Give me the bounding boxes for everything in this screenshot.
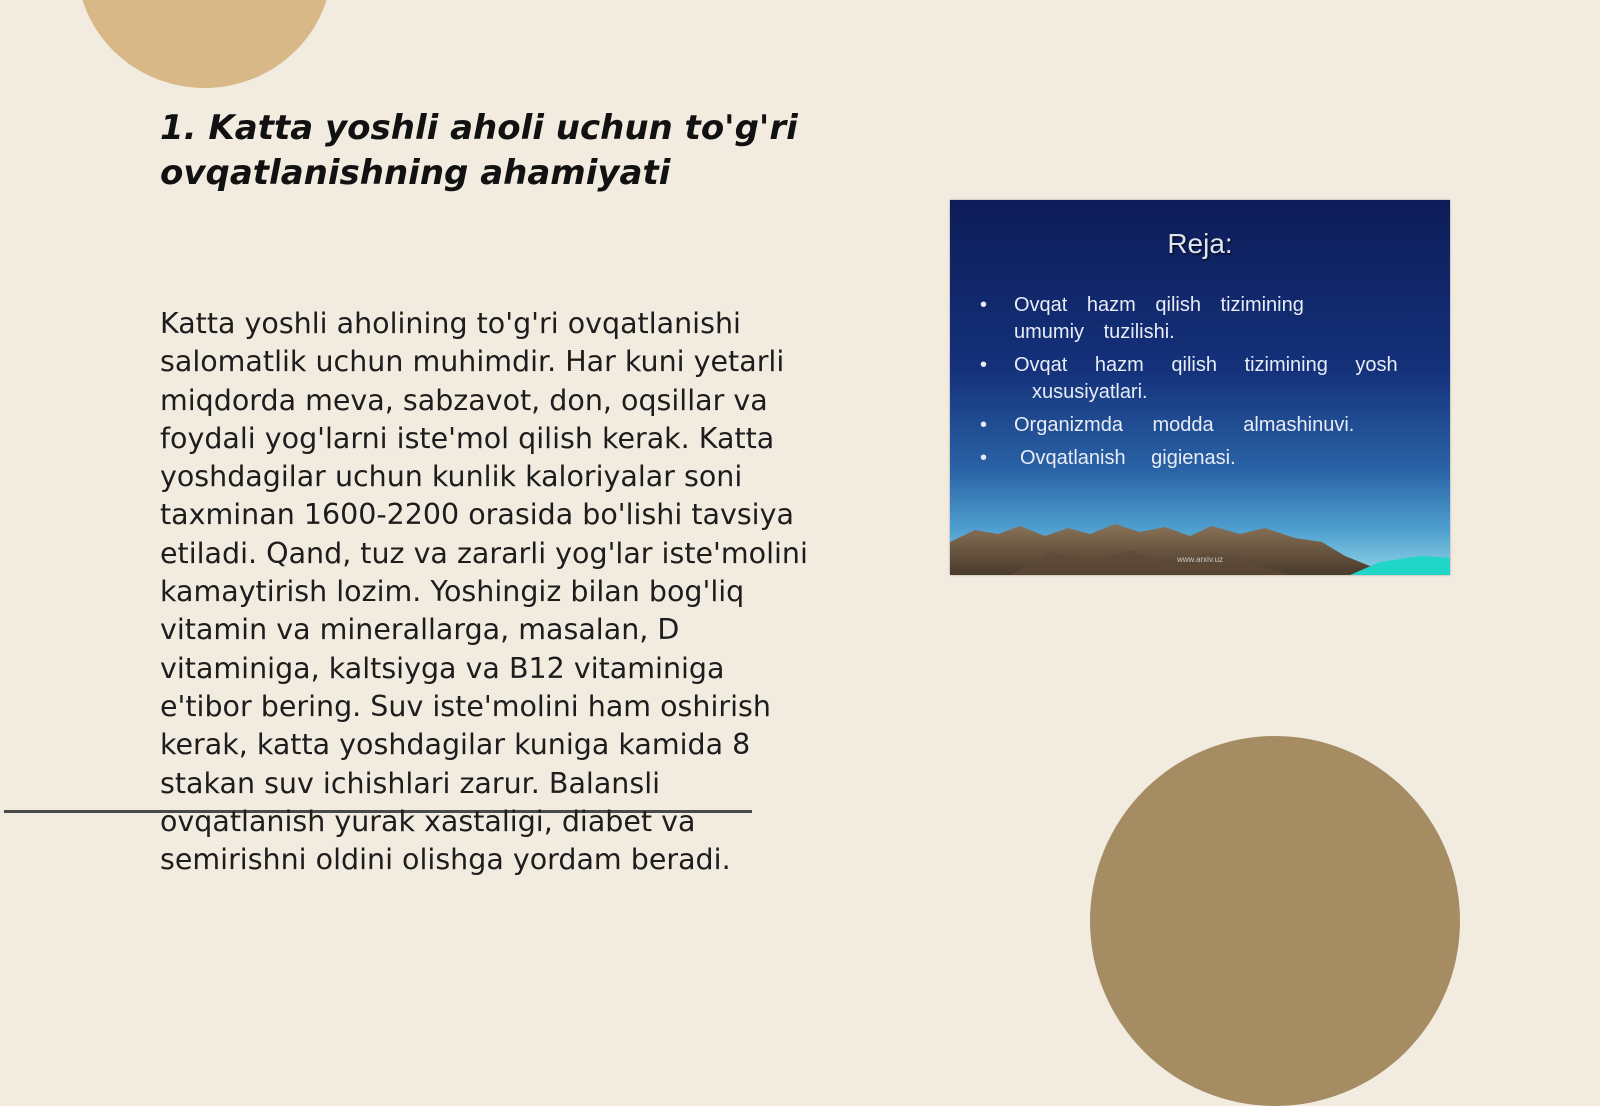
- body-line: vitamin va minerallarga, masalan, D: [160, 613, 680, 647]
- bullet-icon: •: [980, 294, 988, 316]
- slide-title-line: 1. Katta yoshli aholi uchun to'g'ri: [160, 108, 798, 148]
- image-title: Reja:: [1167, 228, 1233, 259]
- image-list-item: [980, 445, 1420, 472]
- body-line: e'tibor bering. Suv iste'molini ham oshirish: [160, 689, 771, 723]
- mountains-illustration: [950, 522, 1450, 575]
- image-list-item: [980, 412, 1420, 439]
- image-list-item: [980, 292, 1420, 346]
- image-list-item-line: Ovqatlanish gigienasi.: [1020, 447, 1236, 469]
- body-line: foydali yog'larni iste'mol qilish kerak. Katta: [160, 421, 775, 455]
- body-line: kerak, katta yoshdagilar kuniga kamida 8: [160, 728, 751, 762]
- body-line: salomatlik uchun muhimdir. Har kuni yetarli: [160, 345, 785, 379]
- bullet-icon: •: [980, 354, 988, 376]
- image-list-item-line: umumiy tuzilishi.: [1014, 321, 1175, 343]
- body-line: Katta yoshli aholining to'g'ri ovqatlanishi: [160, 307, 741, 340]
- body-line: semirishni oldini olishga yordam beradi.: [160, 843, 731, 877]
- slide-title-line: ovqatlanishning ahamiyati: [160, 153, 671, 193]
- body-line: vitaminiga, kaltsiyga va B12 vitaminiga: [160, 651, 725, 685]
- body-line: kamaytirish lozim. Yoshingiz bilan bog'liq: [160, 575, 745, 609]
- decorative-circle-bottom: [1090, 736, 1460, 1106]
- embedded-slide-image: [950, 200, 1450, 575]
- body-line: stakan suv ichishlari zarur. Balansli: [160, 766, 661, 800]
- decorative-circle-top: [77, 0, 332, 88]
- bullet-icon: •: [980, 414, 988, 436]
- body-line: miqdorda meva, sabzavot, don, oqsillar va: [160, 383, 768, 417]
- body-line: taxminan 1600-2200 orasida bo'lishi tavsiya: [160, 498, 794, 532]
- image-list-item-line: Organizmda modda almashinuvi.: [1014, 414, 1355, 436]
- slide-title: [160, 106, 800, 196]
- image-list-item-line: xususiyatlari.: [1032, 381, 1148, 403]
- body-line: yoshdagilar uchun kunlik kaloriyalar soni: [160, 460, 743, 494]
- body-line: etiladi. Qand, tuz va zararli yog'lar iste'molini: [160, 536, 808, 570]
- bullet-icon: •: [980, 447, 988, 469]
- image-list-item-line: Ovqat hazm qilish tizimining yosh: [1014, 354, 1398, 376]
- image-list-item-line: Ovqat hazm qilish tizimining: [1014, 294, 1304, 316]
- image-list-item: [980, 352, 1420, 406]
- body-line: ovqatlanish yurak xastaligi, diabet va: [160, 804, 696, 838]
- image-watermark: www.arxiv.uz: [1176, 555, 1224, 564]
- image-bullet-list: [980, 292, 1420, 478]
- slide-body-text: [160, 305, 850, 879]
